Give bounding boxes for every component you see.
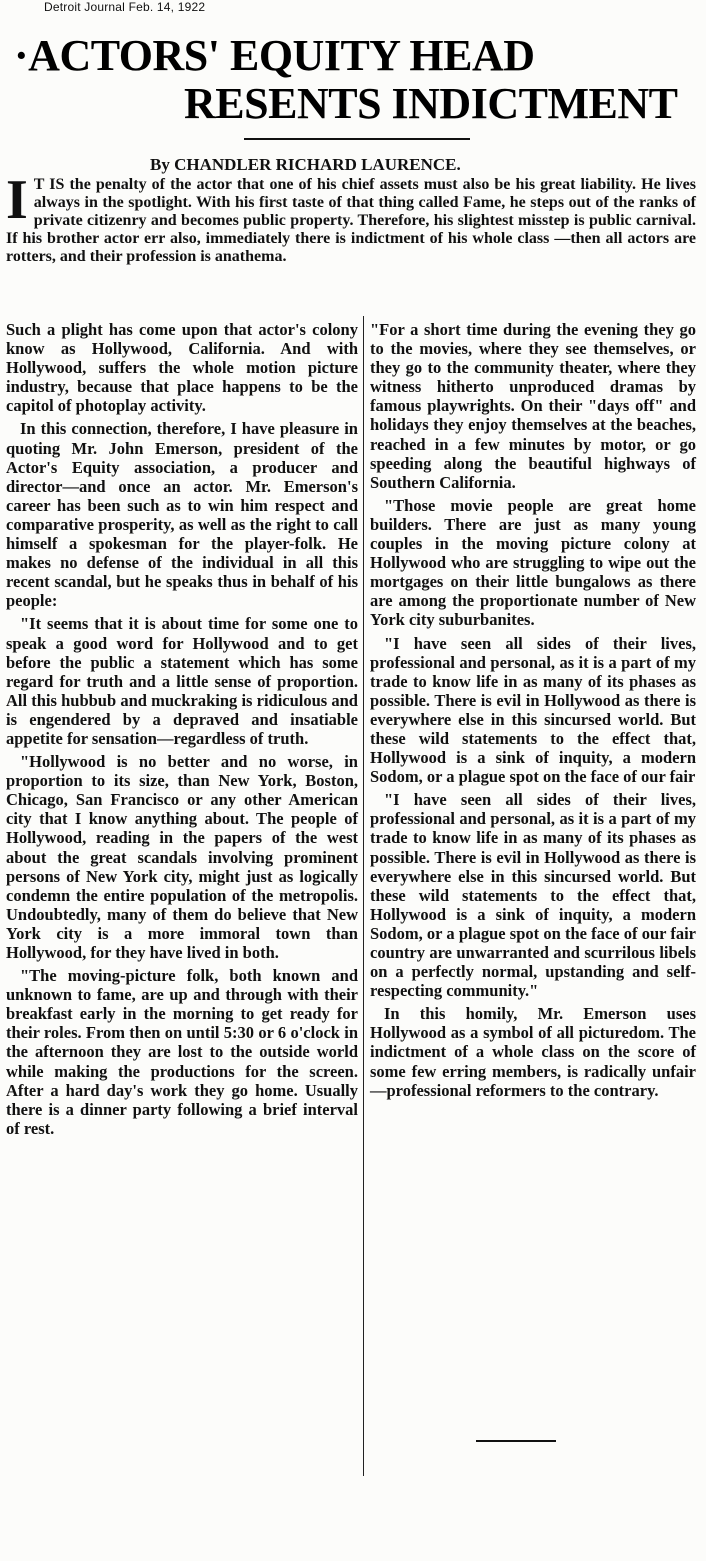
right-column <box>370 320 696 1104</box>
left-column <box>6 320 358 1142</box>
paragraph: Such a plight has come upon that actor's colony know as Hollywood, California. And with Hollywood, suffers the whole motion picture industry, because that place happens to be the capitol of photoplay activity. <box>6 320 358 416</box>
paragraph: "I have seen all sides of their lives, professional and personal, as it is a part of my trade to know life in as many of its phases as possible. There is evil in Hollywood as there is everywhere else in this sincursed world. But these wild statements to the effect that, Hollywood is a sink of inquity, a modern Sodom, or a plague spot on the face of our fair country are unwarranted and scurrilous libels on a perfectly normal, upstanding and self-respecting community." <box>370 790 696 1001</box>
paragraph: "The moving-picture folk, both known and unknown to fame, are up and through with their breakfast early in the morning to get ready for their roles. From then on until 5:30 or 6 o'clock in the afternoon they are lost to the outside world while making the productions for the screen. After a hard day's work they go home. Usually there is a dinner party following a brief interval of rest. <box>6 966 358 1138</box>
source-line: Detroit Journal Feb. 14, 1922 <box>44 0 206 14</box>
paragraph: In this connection, therefore, I have pleasure in quoting Mr. John Emerson, president of the Actor's Equity association, a producer and director—and once an actor. Mr. Emerson's career has been such as to win him respect and comparative prosperity, as well as the right to call himself a spokesman for the player-folk. He makes no defense of the individual in all this recent scandal, but he speaks thus in behalf of his people: <box>6 419 358 611</box>
paragraph: "Hollywood is no better and no worse, in proportion to its size, than New York, Boston, Chicago, San Francisco or any other American city that I know anything about. The people of Hollywood, reading in the papers of the west about the great scandals involving prominent persons of New York city, might just as logically condemn the entire population of the metropolis. Undoubtedly, many of them do believe that New York city is a more immoral town than Hollywood, for they have lived in both. <box>6 752 358 962</box>
column-divider <box>363 316 364 1476</box>
paragraph: "I have seen all sides of their lives, professional and personal, as it is a part of my trade to know life in as many of its phases as possible. There is evil in Hollywood as there is everywhere else in this sincursed world. But these wild statements to the effect that, Hollywood is a sink of inquity, a modern Sodom, or a plague spot on the face of our fair <box>370 633 696 787</box>
headline-line-2: RESENTS INDICTMENT <box>184 79 678 128</box>
drop-cap: I <box>6 169 28 231</box>
byline: By CHANDLER RICHARD LAURENCE. <box>150 155 461 174</box>
paragraph: "For a short time during the evening they go to the movies, where they see themselves, or they go to the community theater, where they witness hitherto unproduced dramas by famous playwrights. On their "days off" and holidays they enjoy themselves at the beaches, reached in a few minutes by motor, or go speeding along the beautiful highways of Southern California. <box>370 320 696 492</box>
paragraph: "It seems that it is about time for some one to speak a good word for Hollywood and to get before the public a statement which has some regard for truth and a little sense of proportion. All this hubbub and muckraking is ridiculous and is engendered by a depraved and insatiable appetite for sensation—regardless of truth. <box>6 614 358 748</box>
lead-paragraph <box>6 169 696 266</box>
lead-text: T IS the penalty of the actor that one of his chief assets must also be his great liability. He lives always in the spotlight. With his first taste of that thing called Fame, he steps out of the ranks of private citizenry and becomes public property. Therefore, his slightest misstep is public carnival. If his brother actor err also, immediately there is indictment of his whole class —then all actors are rotters, and their profession is anathema. <box>6 176 696 265</box>
headline <box>8 32 698 128</box>
headline-line-1: ·ACTORS' EQUITY HEAD <box>14 31 535 80</box>
paragraph: In this homily, Mr. Emerson uses Hollywood as a symbol of all picturedom. The indictment of a whole class on the score of some few erring members, is radically unfair—professional reformers to the contrary. <box>370 1004 696 1100</box>
end-rule <box>476 1440 556 1442</box>
headline-rule <box>244 138 470 140</box>
paragraph: "Those movie people are great home builders. There are just as many young couples in the moving picture colony at Hollywood who are struggling to wipe out the mortgages on their little bungalows as there are among the proportionate number of New York city suburbanites. <box>370 495 696 630</box>
